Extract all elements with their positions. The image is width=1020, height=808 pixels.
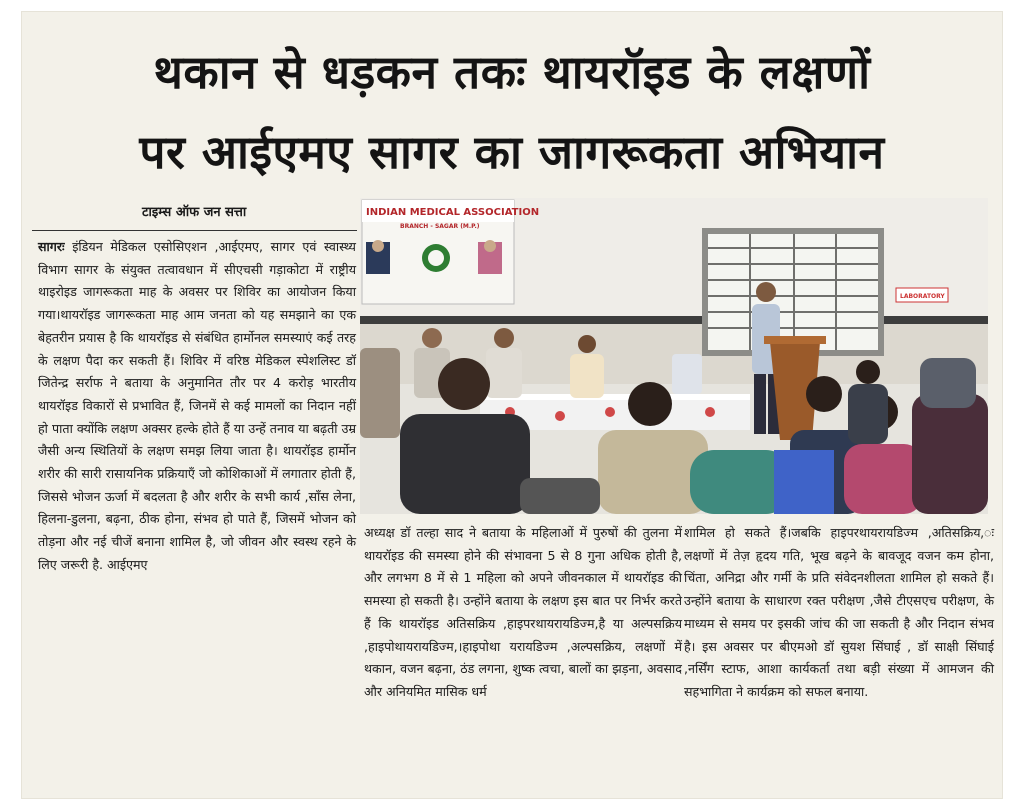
banner-title: INDIAN MEDICAL ASSOCIATION bbox=[366, 207, 540, 218]
article-column-1 bbox=[38, 236, 356, 577]
banner-subtitle: BRANCH - SAGAR (M.P.) bbox=[400, 223, 480, 230]
dateline: सागरः bbox=[38, 239, 65, 254]
column-1-text: इंडियन मेडिकल एसोसिएशन ,आईएमए, सागर एवं स्वास्थ्य विभाग सागर के संयुक्त तत्वावधान में सीएचसी गड़ाकोटा में राष्ट्रीय थाइरोइड जागरूकता माह के अवसर पर शिविर का आयोजन किया गया।थायरॉइड जागरूकता माह आम जनता को यह समझाने का एक बेहतरीन प्रयास है कि थायरॉइड से संबंधित हार्मोनल समस्याएं कई तरह के लक्षण पैदा कर सकती हैं। शिविर में वरिष्ठ मेडिकल स्पेशलिस्ट डॉ जितेन्द्र सर्राफ ने बताया के अनुमानित तौर पर 4 करोड़ भारतीय थायरॉइड विकारों से प्रभावित हैं, जिनमें से कई मामलों का निदान नहीं हो पाता क्योंकि लक्षण अक्सर हल्के होते हैं या उन्हें तनाव या बढ़ती उम्र जैसी अन्य स्थितियों के लक्षण समझ लिया जाता है। थायरॉइड हार्मोन शरीर की सारी रासायनिक प्रक्रियाएँ जो कोशिकाओं में लगातार होती हैं, जिससे भोजन ऊर्जा में बदलता है और शरीर के सभी कार्य ,साँस लेना, हिलना-डुलना, बढ़ना, ठीक होना, संभव हो पाते हैं, जिसमें भोजन को तोड़ना और नई चीजें बनाना शामिल है, जो जीवन और स्वस्थ रहने के लिए जरूरी है. आईएमए bbox=[38, 239, 356, 572]
event-photo bbox=[360, 198, 988, 514]
byline-rule bbox=[32, 230, 357, 231]
article-column-2 bbox=[364, 522, 682, 704]
article-column-3 bbox=[684, 522, 994, 704]
column-2-text: अध्यक्ष डॉ तल्हा साद ने बताया के महिलाओं में पुरुषों की तुलना में थायरॉइड की समस्या होने की संभावना 5 से 8 गुना अधिक होती है, और लगभग 8 में से 1 महिला को अपने जीवनकाल में थायरॉइड की समस्या हो सकती है। उन्होंने बताया के लक्षण इस बात पर निर्भर करते हैं कि थायरॉइड अतिसक्रिय ,हाइपरथायरायडिज्म,है या अल्पसक्रिय ,हाइपोथायरायडिज्म,।हाइपोथा यरायडिज्म ,अल्पसक्रिय, लक्षणों में थकान, वजन बढ़ना, ठंड लगना, शुष्क त्वचा, बालों का झड़ना, अवसाद और अनियमित मासिक धर्म bbox=[364, 525, 682, 699]
column-3-text: शामिल हो सकते हैं।जबकि हाइपरथायरायडिज्म ,अतिसक्रिय,ः लक्षणों में तेज़ हृदय गति, भूख बढ़ने के बावजूद वजन कम होना, चिंता, अनिद्रा और गर्मी के प्रति संवेदनशीलता शामिल हो सकते हैं। उन्होंने बताया के साधारण रक्त परीक्षण ,जैसे टीएसएच परीक्षण, के माध्यम से समय पर इसकी जांच की जा सकती है और निदान संभव है। इस अवसर पर बीएमओ डॉ सुयश सिंघाई , डॉ साक्षी सिंघाई ,नर्सिंग स्टाफ, आशा कार्यकर्ता तथा बड़ी संख्या में आमजन की सहभागिता ने कार्यक्रम को सफल बनाया. bbox=[684, 525, 994, 699]
byline: टाइम्स ऑफ जन सत्ता bbox=[142, 205, 247, 220]
headline-line-2: पर आईएमए सागर का जागरूकता अभियान bbox=[139, 125, 885, 179]
wall-sign: LABORATORY bbox=[900, 293, 945, 300]
newspaper-clipping bbox=[22, 12, 1002, 798]
headline-line-1: थकान से धड़कन तकः थायरॉइड के लक्षणों bbox=[153, 45, 871, 99]
